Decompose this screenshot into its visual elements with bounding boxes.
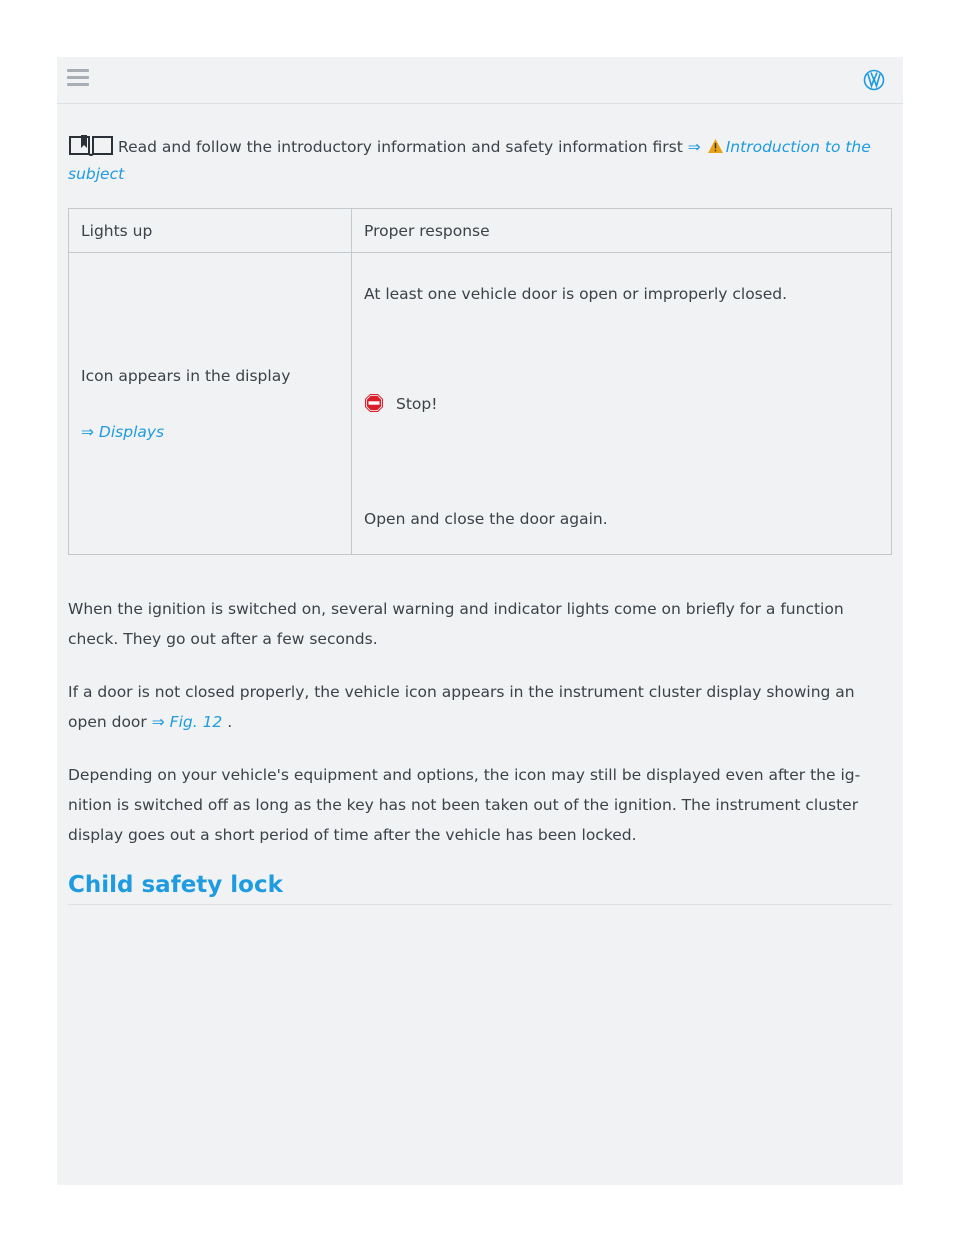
table-row [69,253,892,555]
paragraph-ignition: When the ignition is switched on, several warning and indicator lights come on briefly for a function check. They go out after a few seconds. [68,600,844,648]
cell-proper-response [352,253,892,555]
response-text-3: Open and close the door again. [364,510,608,528]
intro-arrow[interactable]: ⇒ [687,138,701,156]
section-heading: Child safety lock [68,872,892,905]
fig-12-link[interactable]: ⇒ Fig. 12 [151,713,223,731]
info-table [68,208,892,555]
paragraph-equipment: Depending on your vehicle's equipment and options, the icon may still be displayed even after the ig-nition is switched off as long as the key has not been taken out of the ignition. The instrument cluster display goes out a short period of time after the vehicle has been locked. [68,766,861,844]
stop-text: Stop! [396,395,438,413]
menu-icon[interactable] [67,69,89,89]
paragraph-door-not-closed: If a door is not closed properly, the vehicle icon appears in the instrument cluster display showing an open door ⇒ Fig. 12 . [68,683,855,731]
stop-sign-icon [364,393,384,413]
intro-note [68,134,888,188]
top-bar [57,57,903,104]
intro-link[interactable]: Introduction to the subject [68,138,871,183]
book-icon [68,134,114,156]
cell-lights-up [69,253,352,555]
displays-link[interactable]: ⇒ Displays [81,423,165,441]
header-proper-response: Proper response [352,209,892,253]
header-lights-up: Lights up [69,209,352,253]
table-header-row [69,209,892,253]
vw-logo-icon[interactable] [863,69,885,91]
response-text-1: At least one vehicle door is open or improperly closed. [364,285,788,303]
intro-text: Read and follow the introductory information and safety information first [118,138,683,156]
lights-up-text: Icon appears in the display [81,367,291,385]
page [57,57,903,1185]
stop-line [364,393,437,413]
warning-triangle-icon [707,138,724,154]
